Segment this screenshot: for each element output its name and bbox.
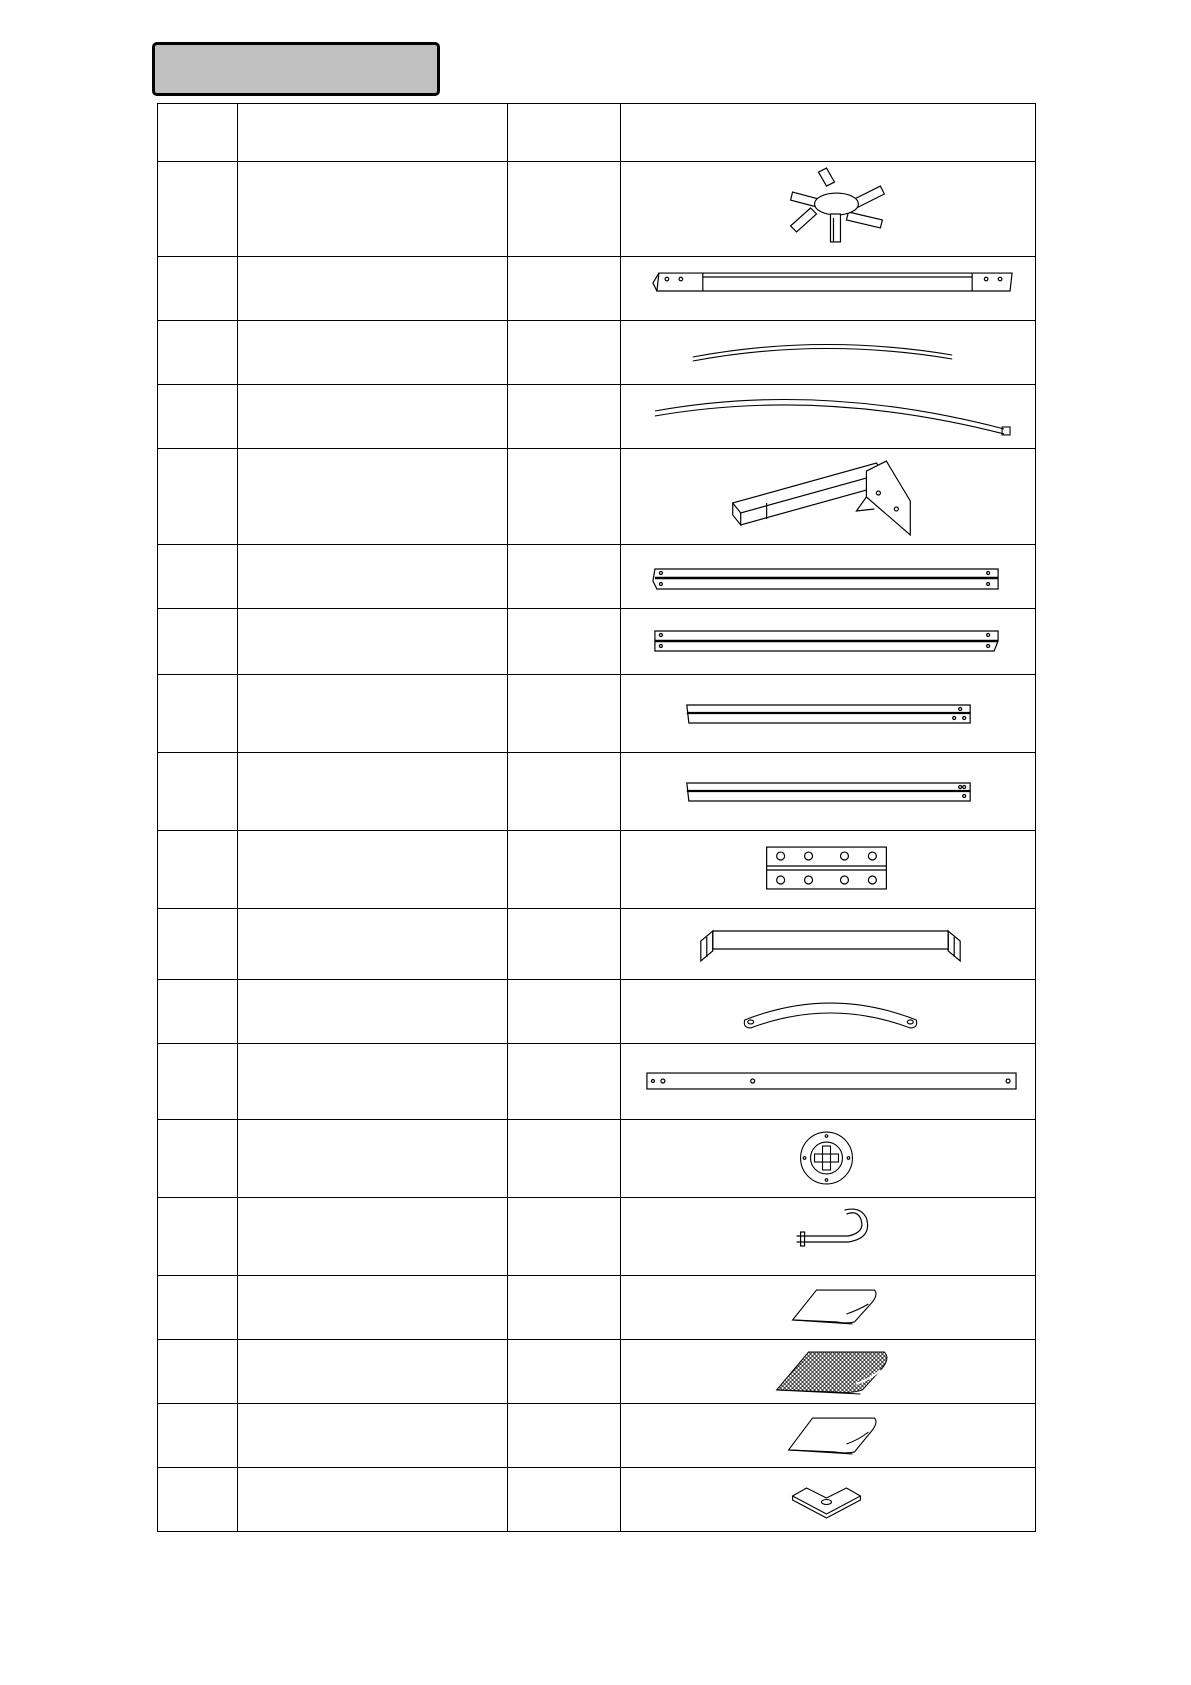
table-row: [158, 609, 1036, 675]
corner-pad-icon: [621, 1468, 1035, 1531]
part-description: [238, 609, 508, 675]
part-qty: [508, 449, 621, 545]
corner-bracket-icon: [621, 449, 1035, 544]
part-picture: [621, 980, 1036, 1044]
part-qty: [508, 1198, 621, 1276]
part-picture: [621, 1404, 1036, 1468]
part-no: [158, 449, 238, 545]
curved-rafter-icon: [621, 385, 1035, 448]
arc-brace-icon: [621, 980, 1035, 1043]
part-picture: [621, 257, 1036, 321]
part-no: [158, 545, 238, 609]
part-no: [158, 609, 238, 675]
table-row: [158, 909, 1036, 980]
part-description: [238, 1044, 508, 1120]
part-no: [158, 831, 238, 909]
section-title: [152, 42, 440, 96]
part-description: [238, 545, 508, 609]
part-no: [158, 1044, 238, 1120]
part-no: [158, 385, 238, 449]
round-base-plate-icon: [621, 1120, 1035, 1197]
table-row: [158, 1044, 1036, 1120]
table-row: [158, 1340, 1036, 1404]
part-description: [238, 980, 508, 1044]
part-picture: [621, 909, 1036, 980]
part-description: [238, 385, 508, 449]
part-no: [158, 1468, 238, 1532]
part-picture: [621, 449, 1036, 545]
part-no: [158, 1198, 238, 1276]
part-no: [158, 162, 238, 257]
part-picture: [621, 385, 1036, 449]
part-no: [158, 980, 238, 1044]
header-no: [158, 104, 238, 162]
part-no: [158, 1340, 238, 1404]
connector-plate-icon: [621, 831, 1035, 908]
part-picture: [621, 545, 1036, 609]
table-row: [158, 385, 1036, 449]
table-row: [158, 980, 1036, 1044]
part-no: [158, 257, 238, 321]
part-description: [238, 1340, 508, 1404]
part-qty: [508, 753, 621, 831]
table-row: [158, 1120, 1036, 1198]
part-description: [238, 162, 508, 257]
part-qty: [508, 1044, 621, 1120]
part-qty: [508, 385, 621, 449]
part-qty: [508, 1120, 621, 1198]
parts-list-table: [157, 103, 1036, 1532]
part-description: [238, 909, 508, 980]
header-description: [238, 104, 508, 162]
part-picture: [621, 321, 1036, 385]
part-description: [238, 321, 508, 385]
part-description: [238, 1276, 508, 1340]
part-no: [158, 321, 238, 385]
table-row: [158, 675, 1036, 753]
table-row: [158, 321, 1036, 385]
part-picture: [621, 1120, 1036, 1198]
part-description: [238, 753, 508, 831]
canopy-top-icon: [621, 1404, 1035, 1467]
long-channel-beam-icon: [621, 545, 1035, 608]
long-channel-beam-icon: [621, 609, 1035, 674]
table-row: [158, 1198, 1036, 1276]
table-row: [158, 162, 1036, 257]
part-description: [238, 1468, 508, 1532]
part-qty: [508, 1468, 621, 1532]
part-description: [238, 675, 508, 753]
mesh-netting-icon: [621, 1340, 1035, 1403]
part-qty: [508, 321, 621, 385]
part-qty: [508, 1276, 621, 1340]
part-description: [238, 257, 508, 321]
header-picture: [621, 104, 1036, 162]
part-picture: [621, 675, 1036, 753]
part-description: [238, 1120, 508, 1198]
part-description: [238, 831, 508, 909]
flanged-crossbar-icon: [621, 909, 1035, 979]
part-description: [238, 1198, 508, 1276]
table-row: [158, 1276, 1036, 1340]
table-row: [158, 449, 1036, 545]
part-qty: [508, 1404, 621, 1468]
table-row: [158, 753, 1036, 831]
table-row: [158, 831, 1036, 909]
part-no: [158, 1276, 238, 1340]
table-row: [158, 545, 1036, 609]
part-no: [158, 675, 238, 753]
table-row: [158, 1404, 1036, 1468]
part-qty: [508, 980, 621, 1044]
part-qty: [508, 831, 621, 909]
part-picture: [621, 1468, 1036, 1532]
part-no: [158, 909, 238, 980]
part-picture: [621, 1340, 1036, 1404]
short-channel-beam-icon: [621, 753, 1035, 830]
part-picture: [621, 1198, 1036, 1276]
part-qty: [508, 257, 621, 321]
part-picture: [621, 609, 1036, 675]
part-picture: [621, 162, 1036, 257]
part-picture: [621, 1044, 1036, 1120]
part-description: [238, 1404, 508, 1468]
part-no: [158, 753, 238, 831]
part-qty: [508, 609, 621, 675]
part-qty: [508, 545, 621, 609]
part-qty: [508, 909, 621, 980]
part-picture: [621, 1276, 1036, 1340]
part-no: [158, 1120, 238, 1198]
table-row: [158, 257, 1036, 321]
canopy-fabric-icon: [621, 1276, 1035, 1339]
curved-rib-icon: [621, 321, 1035, 384]
part-qty: [508, 162, 621, 257]
part-picture: [621, 753, 1036, 831]
table-row: [158, 1468, 1036, 1532]
table-header-row: [158, 104, 1036, 162]
part-qty: [508, 1340, 621, 1404]
part-qty: [508, 675, 621, 753]
short-channel-beam-icon: [621, 675, 1035, 752]
straight-rafter-icon: [621, 257, 1035, 320]
part-picture: [621, 831, 1036, 909]
part-description: [238, 449, 508, 545]
header-qty: [508, 104, 621, 162]
part-no: [158, 1404, 238, 1468]
flat-bar-icon: [621, 1044, 1035, 1119]
hook-bolt-icon: [621, 1198, 1035, 1275]
center-hub-icon: [621, 162, 1035, 256]
